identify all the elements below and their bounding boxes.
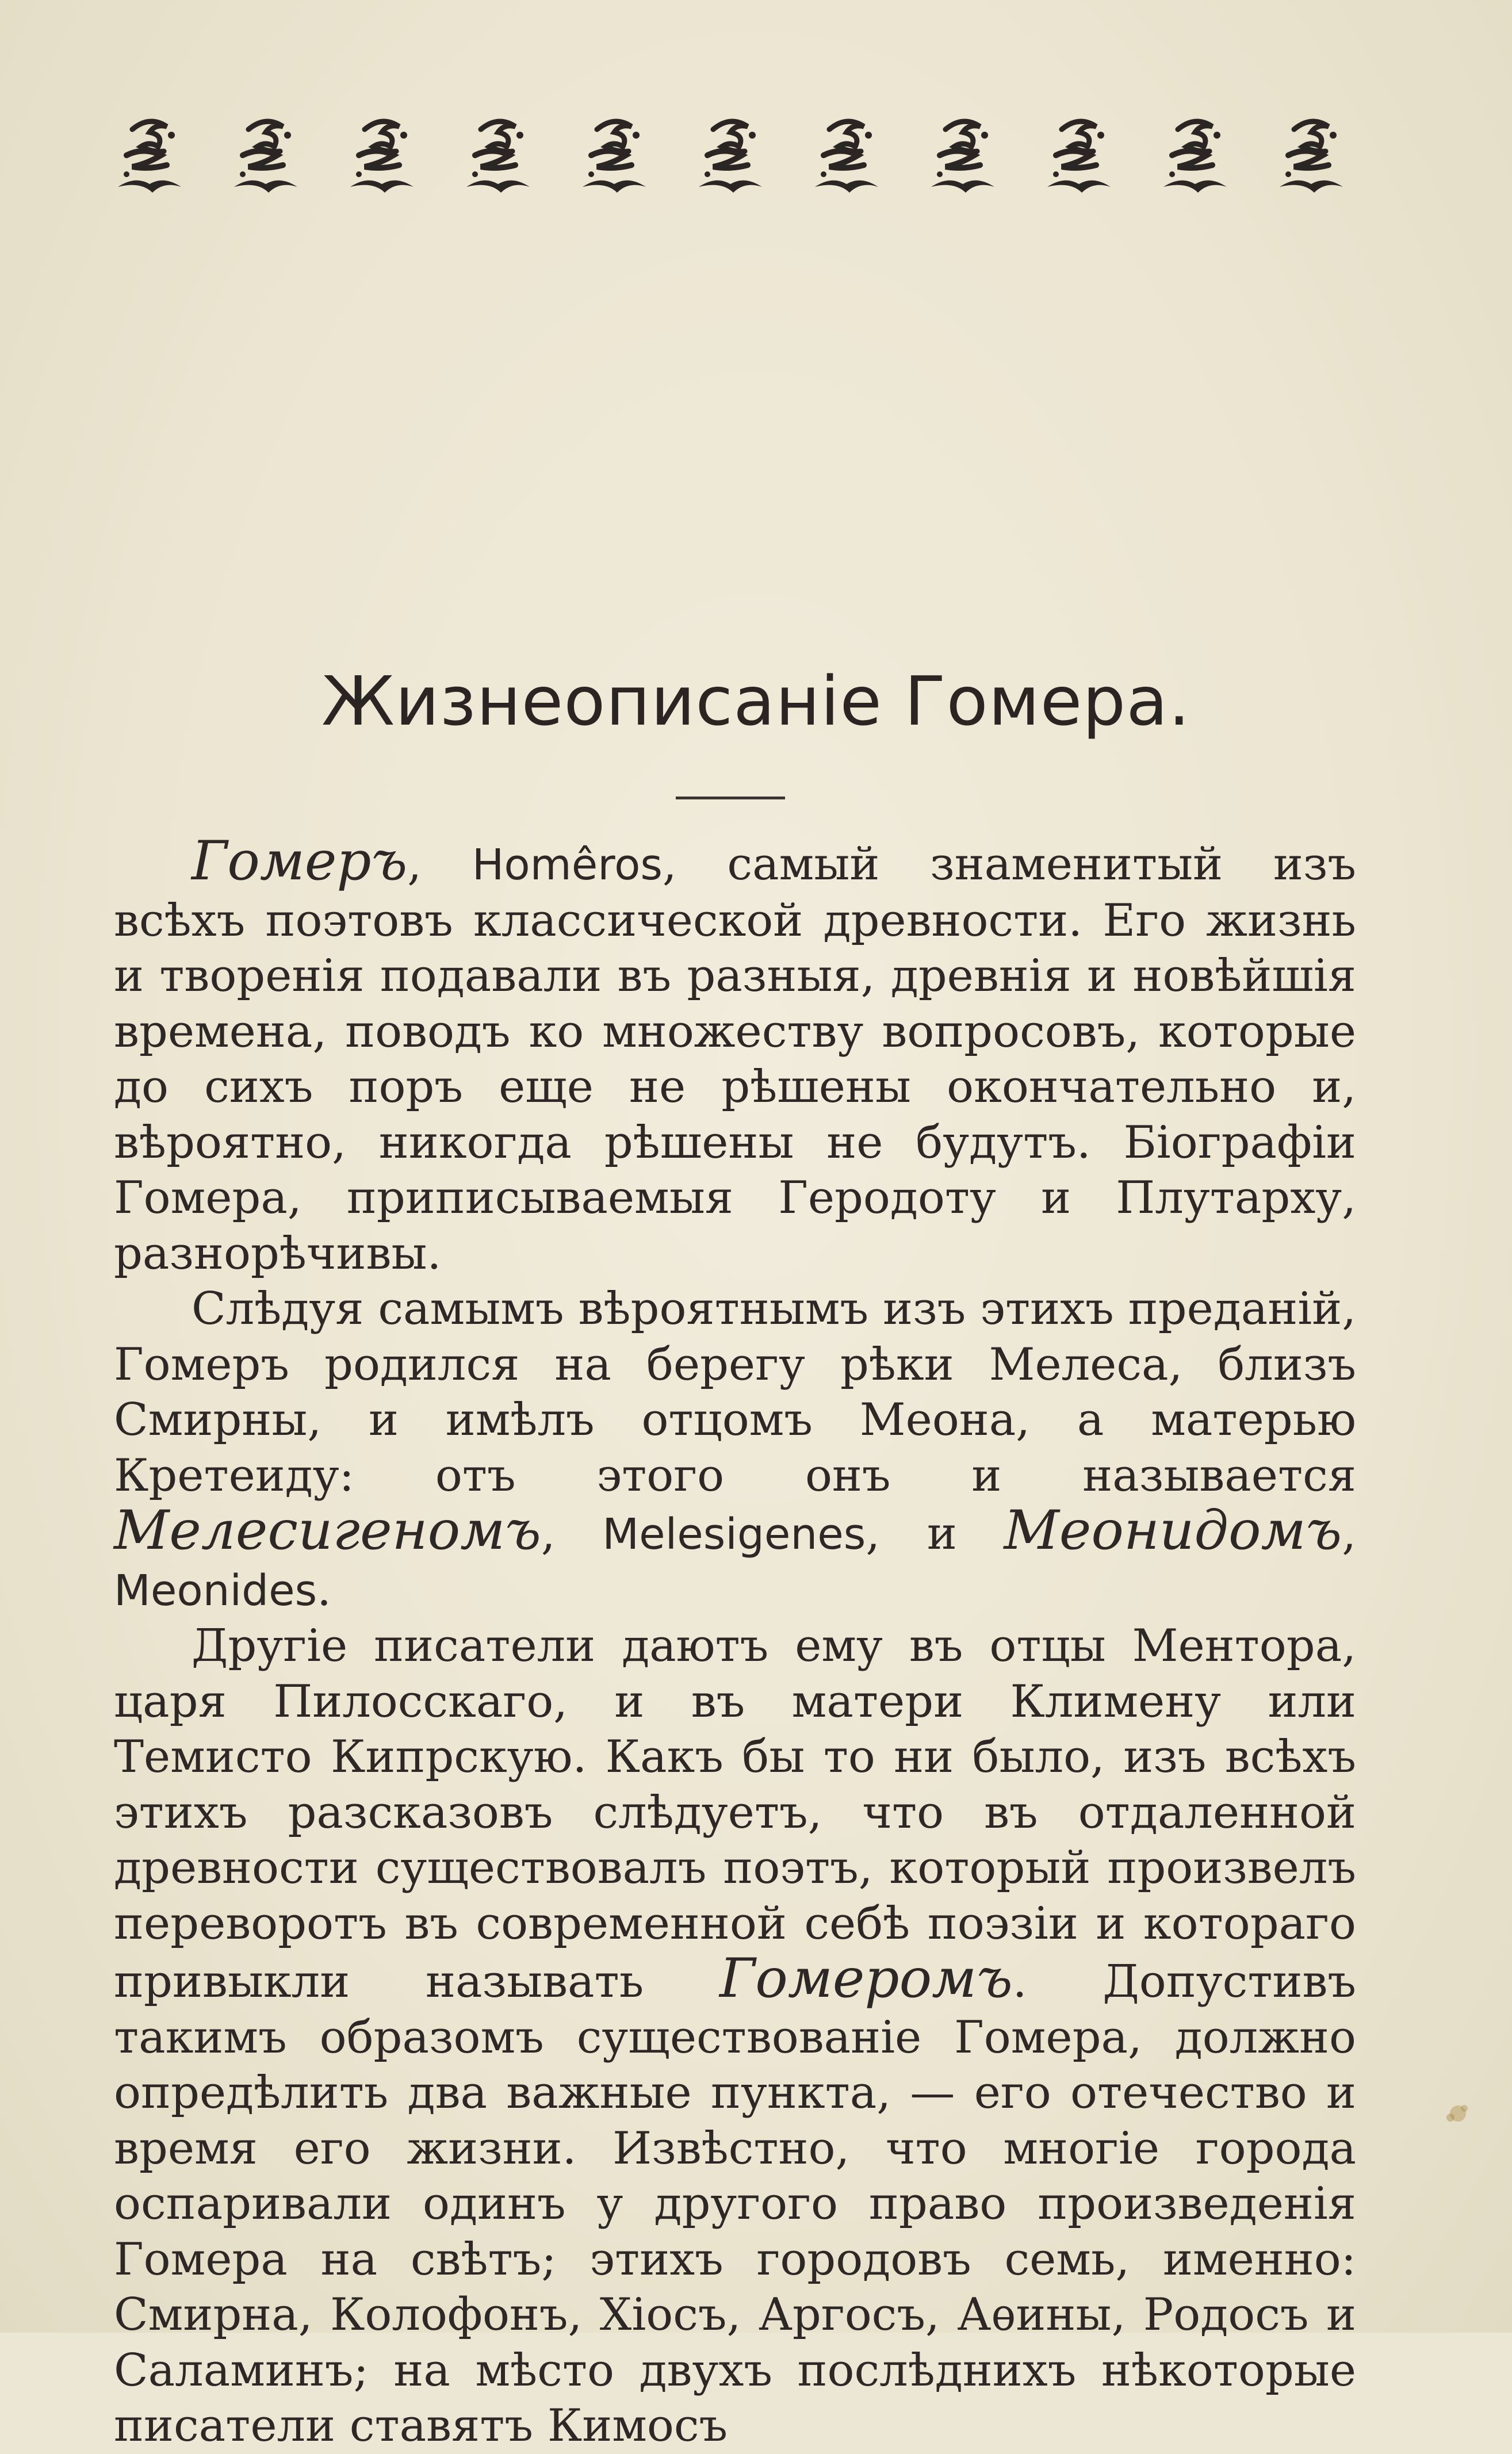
fleuron-ornament-icon — [1155, 112, 1235, 204]
emphasized-name: Гомеромъ — [719, 1947, 1013, 2010]
text-run: . — [317, 1564, 331, 1616]
emphasized-name: Мелесигеномъ — [114, 1499, 541, 1562]
ornament-row — [109, 109, 1352, 207]
latin-name: Melesigenes — [602, 1510, 866, 1559]
fleuron-ornament-icon — [690, 112, 771, 204]
fleuron-ornament-icon — [458, 112, 538, 204]
latin-name: Homêros — [472, 840, 663, 890]
fleuron-ornament-icon — [1039, 112, 1119, 204]
paragraph — [114, 830, 1356, 1281]
latin-name: Meonides — [114, 1565, 317, 1615]
text-run: , самый знаменитый изъ всѣхъ поэтовъ классической древности. Его жизнь и творенія подавали въ разныя, древнія и новѣйшія времена, поводъ ко множеству вопросовъ, которые до сихъ поръ еще не рѣшены окончательно и, вѣроятно, никогда рѣшены не будутъ. Біографіи Гомера, приписываемыя Геродоту и Плутарху, разнорѣчивы. — [114, 839, 1356, 1280]
paragraph — [114, 1618, 1356, 2454]
text-run: Слѣдуя самымъ вѣроятнымъ изъ этихъ преданій, Гомеръ родился на берегу рѣки Мелеса, близъ Смирны, и имѣлъ отцомъ Меона, а матерью Кретеиду: отъ этого онъ и называется — [114, 1283, 1356, 1502]
ink-stain-mark — [1438, 2093, 1478, 2134]
title-underline-rule — [676, 797, 785, 799]
page-title: Жизнеописаніе Гомера. — [321, 661, 1191, 741]
text-run: , — [407, 839, 472, 890]
text-run: , — [1342, 1508, 1356, 1560]
paragraph — [114, 1281, 1356, 1618]
fleuron-ornament-icon — [574, 112, 654, 204]
fleuron-ornament-icon — [806, 112, 887, 204]
emphasized-name: Гомеръ — [192, 830, 408, 893]
emphasized-name: Меонидомъ — [1004, 1499, 1342, 1562]
text-run: . Допустивъ такимъ образомъ существованіе Гомера, должно опредѣлить два важные пункта, — его отечество и время его жизни. Извѣстно, что многіе города оспаривали одинъ у другого право произведенія Гомера на свѣтъ; этихъ городовъ семь, именно: Смирна, Колофонъ, Хіосъ, Аргосъ, Аѳины, Родосъ и Саламинъ; на мѣсто двухъ послѣднихъ нѣкоторые писатели ставятъ Кимосъ — [114, 1956, 1356, 2452]
fleuron-ornament-icon — [109, 112, 190, 204]
text-run: , и — [866, 1508, 1004, 1560]
fleuron-ornament-icon — [342, 112, 422, 204]
fleuron-ornament-icon — [922, 112, 1003, 204]
body-text — [114, 830, 1356, 2454]
text-run: Другіе писатели даютъ ему въ отцы Ментора, царя Пилосскаго, и въ матери Климену или Темисто Кипрскую. Какъ бы то ни было, изъ всѣхъ этихъ разсказовъ слѣдуетъ, что въ отдаленной древности существовалъ поэтъ, который произвелъ переворотъ въ современной себѣ поэзіи и котораго привыкли называть — [114, 1620, 1356, 2008]
fleuron-ornament-icon — [1271, 112, 1352, 204]
text-run: , — [541, 1508, 603, 1560]
fleuron-ornament-icon — [225, 112, 306, 204]
